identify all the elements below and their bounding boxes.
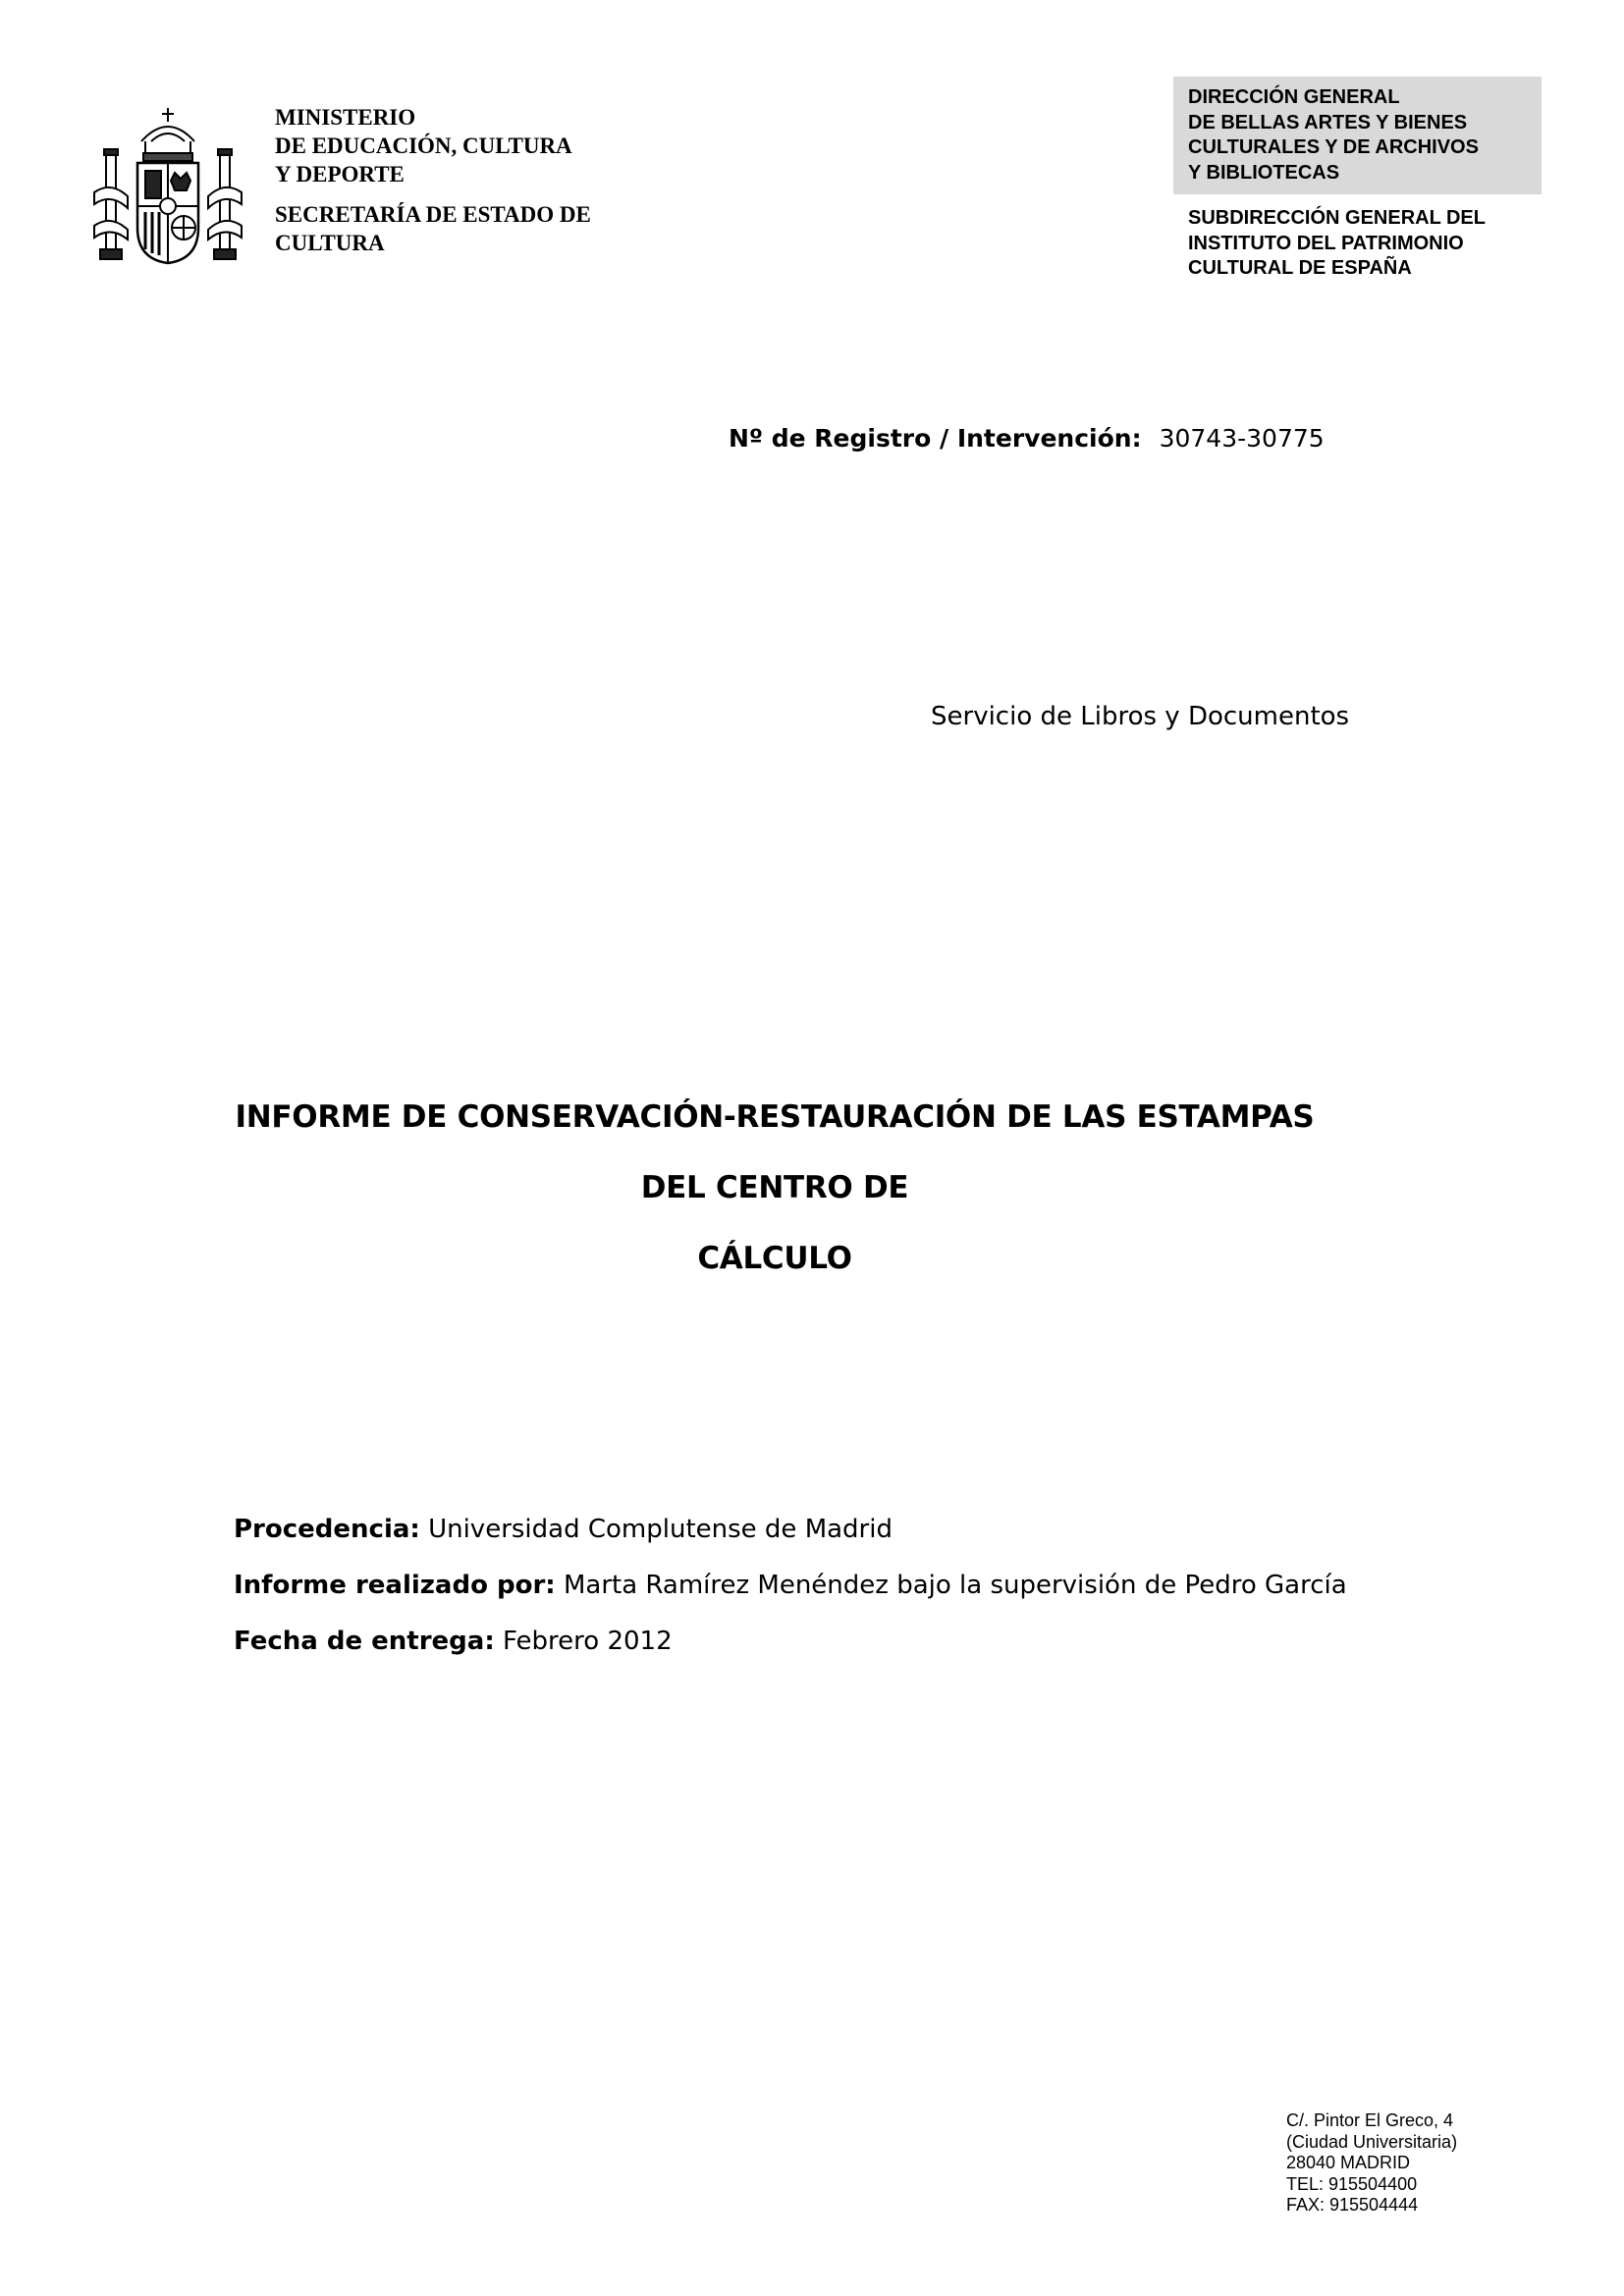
detail-label: Informe realizado por: [234, 1571, 556, 1600]
subdireccion-line: INSTITUTO DEL PATRIMONIO [1188, 232, 1464, 254]
report-title-line: CÁLCULO [697, 1241, 852, 1276]
registro-line [729, 424, 1325, 453]
detail-row-procedencia [234, 1502, 1347, 1558]
detail-row-fecha [234, 1614, 1347, 1670]
address-line: 28040 MADRID [1286, 2153, 1411, 2172]
registro-value: 30743-30775 [1159, 424, 1325, 453]
servicio-label: Servicio de Libros y Documentos [931, 702, 1350, 731]
report-title [226, 1082, 1324, 1294]
subdireccion-line: SUBDIRECCIÓN GENERAL DEL [1188, 207, 1486, 229]
subdireccion-line: CULTURAL DE ESPAÑA [1188, 257, 1412, 279]
ministry-heading [275, 103, 591, 257]
direccion-line: Y BIBLIOTECAS [1188, 161, 1340, 184]
address-footer [1286, 2110, 1457, 2216]
detail-label: Procedencia: [234, 1515, 420, 1544]
address-line: (Ciudad Universitaria) [1286, 2131, 1458, 2152]
detail-label: Fecha de entrega: [234, 1627, 495, 1656]
detail-value: Febrero 2012 [494, 1627, 673, 1656]
address-line: FAX: 915504444 [1286, 2195, 1419, 2215]
report-details [234, 1502, 1347, 1670]
direccion-line: CULTURALES Y DE ARCHIVOS [1188, 136, 1479, 158]
ministry-line: DE EDUCACIÓN, CULTURA [275, 133, 572, 158]
subdireccion-heading [1188, 206, 1486, 282]
registro-label: Nº de Registro / Intervención: [729, 424, 1142, 453]
address-line: TEL: 915504400 [1286, 2173, 1418, 2194]
detail-value: Universidad Complutense de Madrid [419, 1515, 893, 1544]
address-line: C/. Pintor El Greco, 4 [1286, 2110, 1454, 2130]
direccion-line: DIRECCIÓN GENERAL [1188, 86, 1400, 108]
detail-value: Marta Ramírez Menéndez bajo la supervisión de Pedro García [555, 1571, 1347, 1600]
detail-row-informe [234, 1558, 1347, 1614]
direccion-general-box [1173, 77, 1542, 194]
secretaria-line: SECRETARÍA DE ESTADO DE [275, 202, 591, 227]
secretaria-line: CULTURA [275, 231, 385, 255]
spain-coat-of-arms-icon [90, 102, 245, 269]
report-title-line: INFORME DE CONSERVACIÓN-RESTAURACIÓN DE LAS ESTAMPAS DEL CENTRO DE [235, 1099, 1315, 1205]
ministry-line: MINISTERIO [275, 105, 416, 130]
ministry-line: Y DEPORTE [275, 162, 405, 187]
direccion-line: DE BELLAS ARTES Y BIENES [1188, 111, 1468, 133]
